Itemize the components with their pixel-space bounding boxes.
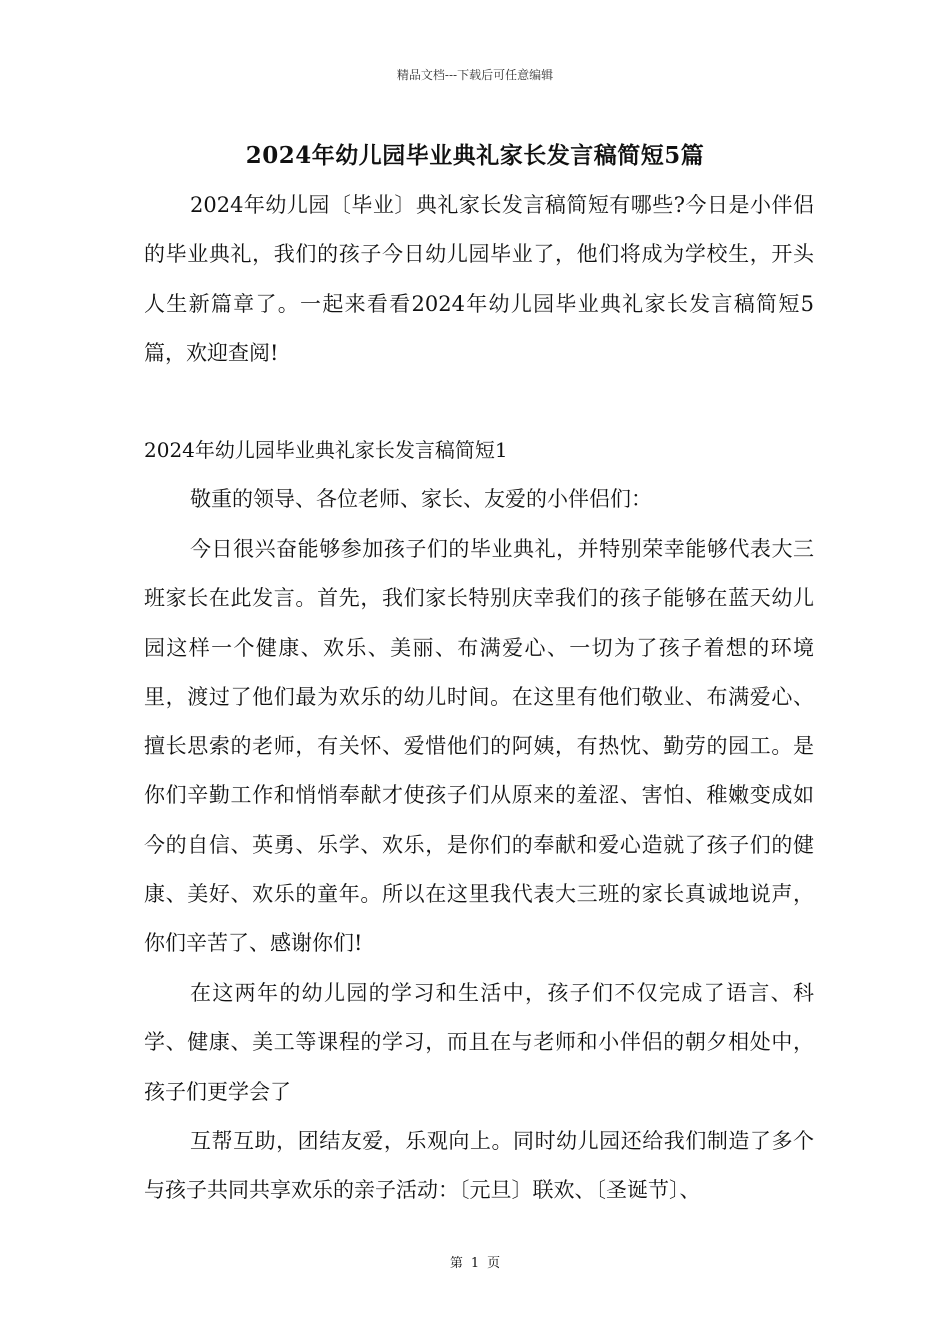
body-paragraph: 今日很兴奋能够参加孩子们的毕业典礼，并特别荣幸能够代表大三班家长在此发言。首先，我们家长特别庆幸我们的孩子能够在蓝天幼儿园这样一个健康、欢乐、美丽、布满爱心、一切为了孩子着想的环境里，渡过了他们最为欢乐的幼儿时间。在这里有他们敬业、布满爱心、擅长思索的老师，有关怀、爱惜他们的阿姨，有热忱、勤劳的园工。是你们辛勤工作和悄悄奉献才使孩子们从原来的羞涩、害怕、稚嫩变成如今的自信、英勇、乐学、欢乐，是你们的奉献和爱心造就了孩子们的健康、美好、欢乐的童年。所以在这里我代表大三班的家长真诚地说声，你们辛苦了、感谢你们! xyxy=(144,537,814,956)
page-footer xyxy=(0,1252,950,1271)
section-heading: 2024年幼儿园毕业典礼家长发言稿简短1 xyxy=(144,438,508,462)
intro-paragraph: 2024年幼儿园〔毕业〕典礼家长发言稿简短有哪些?今日是小伴侣的毕业典礼，我们的孩子今日幼儿园毕业了，他们将成为学校生，开头人生新篇章了。一起来看看2024年幼儿园毕业典礼家长发言稿简短5篇，欢迎查阅! xyxy=(144,193,814,365)
page-footer-suffix: 页 xyxy=(487,1256,501,1271)
salutation-paragraph: 敬重的领导、各位老师、家长、友爱的小伴侣们： xyxy=(190,487,652,511)
page-header: 精品文档---下载后可任意编辑 xyxy=(396,68,554,82)
body-paragraph: 互帮互助，团结友爱，乐观向上。同时幼儿园还给我们制造了多个与孩子共同共享欢乐的亲子活动：〔元旦〕联欢、〔圣诞节〕、 xyxy=(144,1129,814,1203)
page-footer-prefix: 第 xyxy=(449,1256,463,1271)
body-paragraph: 在这两年的幼儿园的学习和生活中，孩子们不仅完成了语言、科学、健康、美工等课程的学习，而且在与老师和小伴侣的朝夕相处中，孩子们更学会了 xyxy=(144,981,814,1104)
page-number: 1 xyxy=(470,1256,480,1271)
document-title: 2024年幼儿园毕业典礼家长发言稿简短5篇 xyxy=(245,142,705,169)
